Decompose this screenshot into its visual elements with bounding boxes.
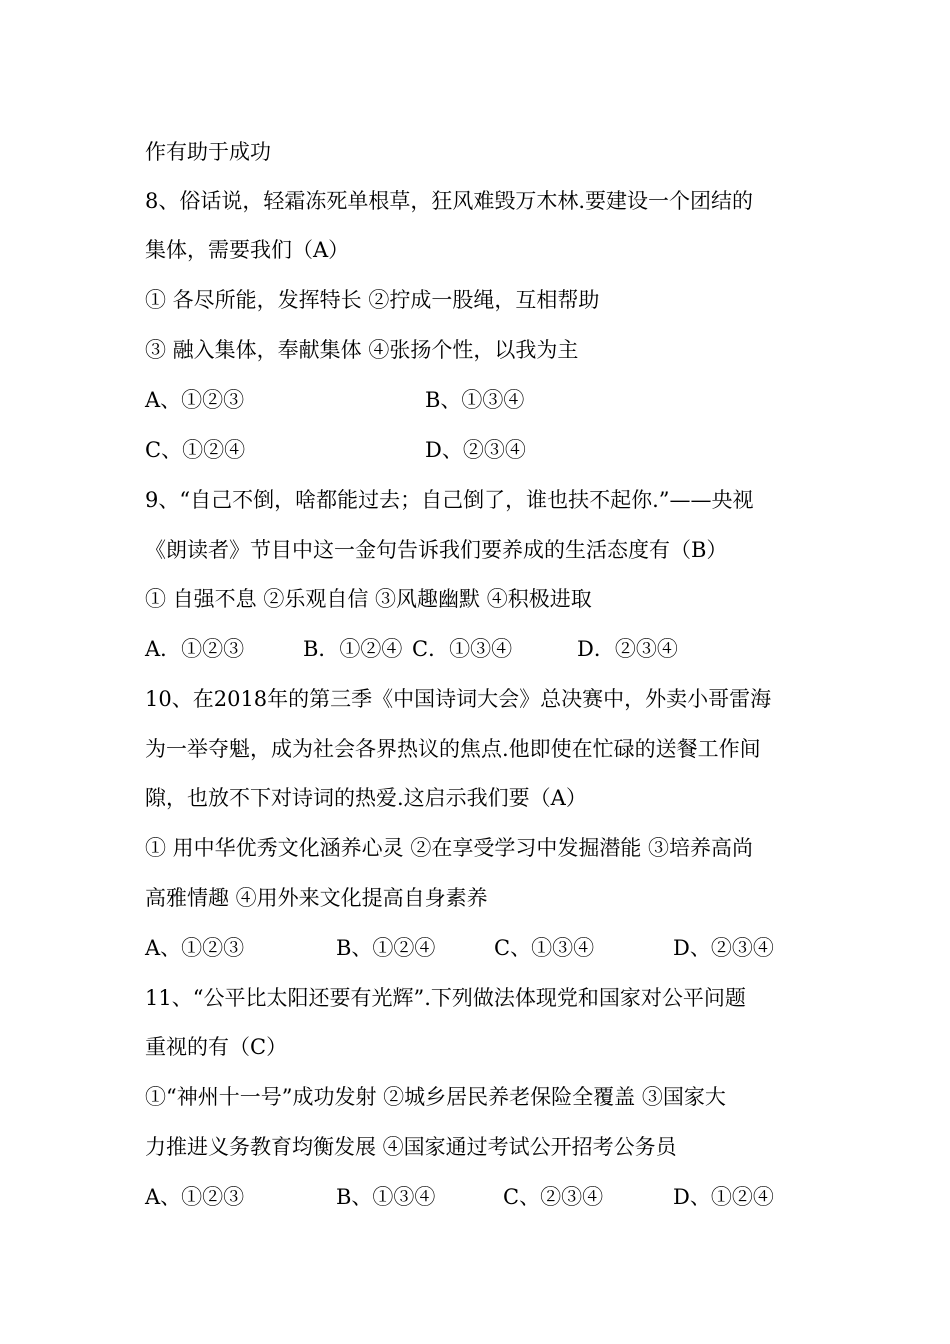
question-11-statements: ①“神州十一号”成功发射 ②城乡居民养老保险全覆盖 ③国家大 <box>145 1085 726 1109</box>
q10-option-d: D、②③④ <box>673 936 774 960</box>
q8-option-a: A、①②③ <box>145 388 245 412</box>
q9-option-b: B．①②④ <box>303 637 403 661</box>
q11-option-a: A、①②③ <box>145 1185 245 1209</box>
question-8-text: 8、俗话说，轻霜冻死单根草，狂风难毁万木林.要建设一个团结的 <box>145 189 754 213</box>
question-8-statements: ① 各尽所能，发挥特长 ②拧成一股绳，互相帮助 <box>145 288 600 312</box>
question-8-statements: ③ 融入集体，奉献集体 ④张扬个性，以我为主 <box>145 338 579 362</box>
q8-option-b: B、①③④ <box>425 388 525 412</box>
q10-option-c: C、①③④ <box>494 936 595 960</box>
q8-option-c: C、①②④ <box>145 438 246 462</box>
q9-option-a: A．①②③ <box>145 637 245 661</box>
q11-option-c: C、②③④ <box>503 1185 604 1209</box>
question-10-text-cont: 为一举夺魁，成为社会各界热议的焦点.他即使在忙碌的送餐工作间 <box>145 737 761 761</box>
question-9-text-cont: 《朗读者》节目中这一金句告诉我们要养成的生活态度有（B） <box>145 538 728 562</box>
question-9-text: 9、“自己不倒，啥都能过去；自己倒了，谁也扶不起你.”——央视 <box>145 488 754 512</box>
question-10-text-cont: 隙，也放不下对诗词的热爱.这启示我们要（A） <box>145 786 587 810</box>
question-10-statements-cont: 高雅情趣 ④用外来文化提高自身素养 <box>145 886 488 910</box>
question-11-text-cont: 重视的有（C） <box>145 1035 288 1059</box>
q9-option-d: D．②③④ <box>577 637 678 661</box>
q9-option-c: C．①③④ <box>412 637 513 661</box>
question-10-statements: ① 用中华优秀文化涵养心灵 ②在享受学习中发掘潜能 ③培养高尚 <box>145 836 754 860</box>
q10-option-b: B、①②④ <box>336 936 436 960</box>
question-10-text: 10、在2018年的第三季《中国诗词大会》总决赛中，外卖小哥雷海 <box>145 687 772 711</box>
q11-option-b: B、①③④ <box>336 1185 436 1209</box>
question-11-text: 11、“公平比太阳还要有光辉”.下列做法体现党和国家对公平问题 <box>145 986 746 1010</box>
question-11-statements-cont: 力推进义务教育均衡发展 ④国家通过考试公开招考公务员 <box>145 1135 677 1159</box>
q11-option-d: D、①②④ <box>673 1185 774 1209</box>
q8-option-d: D、②③④ <box>425 438 526 462</box>
question-8-text-cont: 集体，需要我们（A） <box>145 238 350 262</box>
q10-option-a: A、①②③ <box>145 936 245 960</box>
text-line: 作有助于成功 <box>145 140 271 164</box>
question-9-statements: ① 自强不息 ②乐观自信 ③风趣幽默 ④积极进取 <box>145 587 592 611</box>
